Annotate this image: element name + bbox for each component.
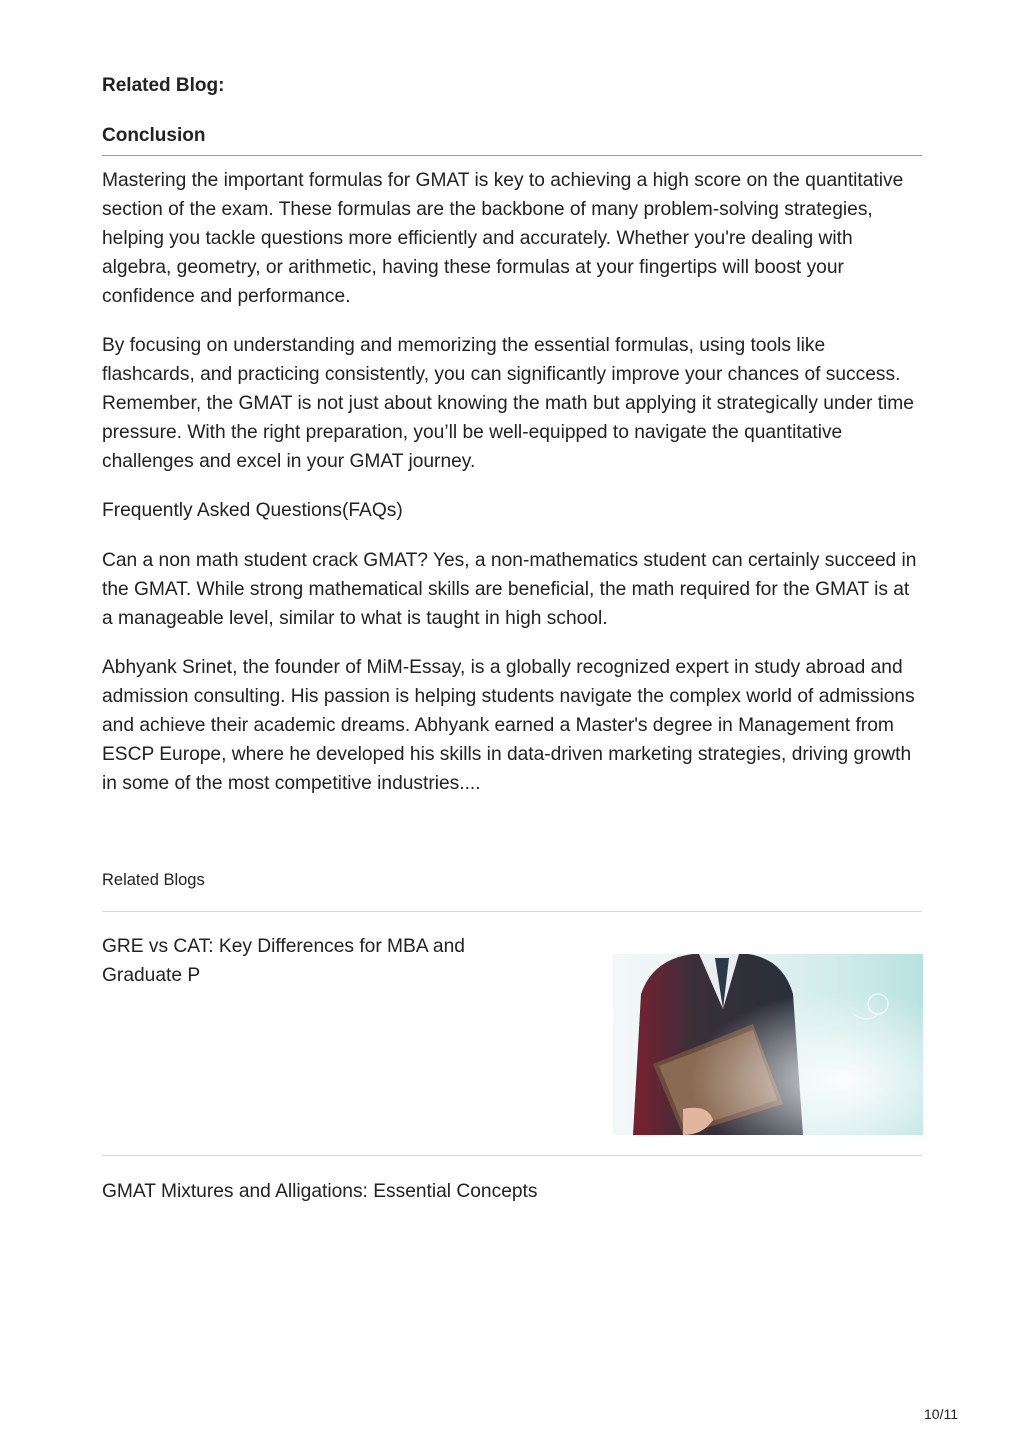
businessman-holding-folder-photo-icon <box>613 954 923 1135</box>
conclusion-paragraph-2: By focusing on understanding and memorizing the essential formulas, using tools like flashcards, and practicing consistently, you can significantly improve your chances of success. Remember, the GMAT is not just about knowing the math but applying it strategically under time pressure. With the right preparation, you’ll be well-equipped to navigate the quantitative challenges and excel in your GMAT journey. <box>102 335 914 472</box>
conclusion-heading: Conclusion <box>102 125 206 146</box>
related-blog-heading: Related Blog: <box>102 75 225 96</box>
faq-heading: Frequently Asked Questions(FAQs) <box>102 500 403 521</box>
author-bio: Abhyank Srinet, the founder of MiM-Essay, is a globally recognized expert in study abroad and admission consulting. His passion is helping students navigate the complex world of admissions and achieve their academic dreams. Abhyank earned a Master's degree in Management from ESCP Europe, where he developed his skills in data-driven marketing strategies, driving growth in some of the most competitive industries.... <box>102 657 915 794</box>
related-blogs-label: Related Blogs <box>102 871 205 889</box>
related-blog-thumbnail-1[interactable] <box>613 954 923 1135</box>
related-blog-link-1[interactable]: GRE vs CAT: Key Differences for MBA and Graduate P <box>102 936 465 986</box>
related-blogs-divider <box>102 911 922 912</box>
conclusion-divider <box>102 155 922 156</box>
related-blog-divider-2 <box>102 1155 922 1156</box>
conclusion-paragraph-1: Mastering the important formulas for GMAT is key to achieving a high score on the quantitative section of the exam. These formulas are the backbone of many problem-solving strategies, helping you tackle questions more efficiently and accurately. Whether you're dealing with algebra, geometry, or arithmetic, having these formulas at your fingertips will boost your confidence and performance. <box>102 170 904 307</box>
related-blog-link-2[interactable]: GMAT Mixtures and Alligations: Essential Concepts <box>102 1181 538 1202</box>
page-number: 10/11 <box>924 1406 958 1422</box>
faq-answer: Can a non math student crack GMAT? Yes, a non-mathematics student can certainly succeed in the GMAT. While strong mathematical skills are beneficial, the math required for the GMAT is at a manageable level, similar to what is taught in high school. <box>102 550 917 629</box>
